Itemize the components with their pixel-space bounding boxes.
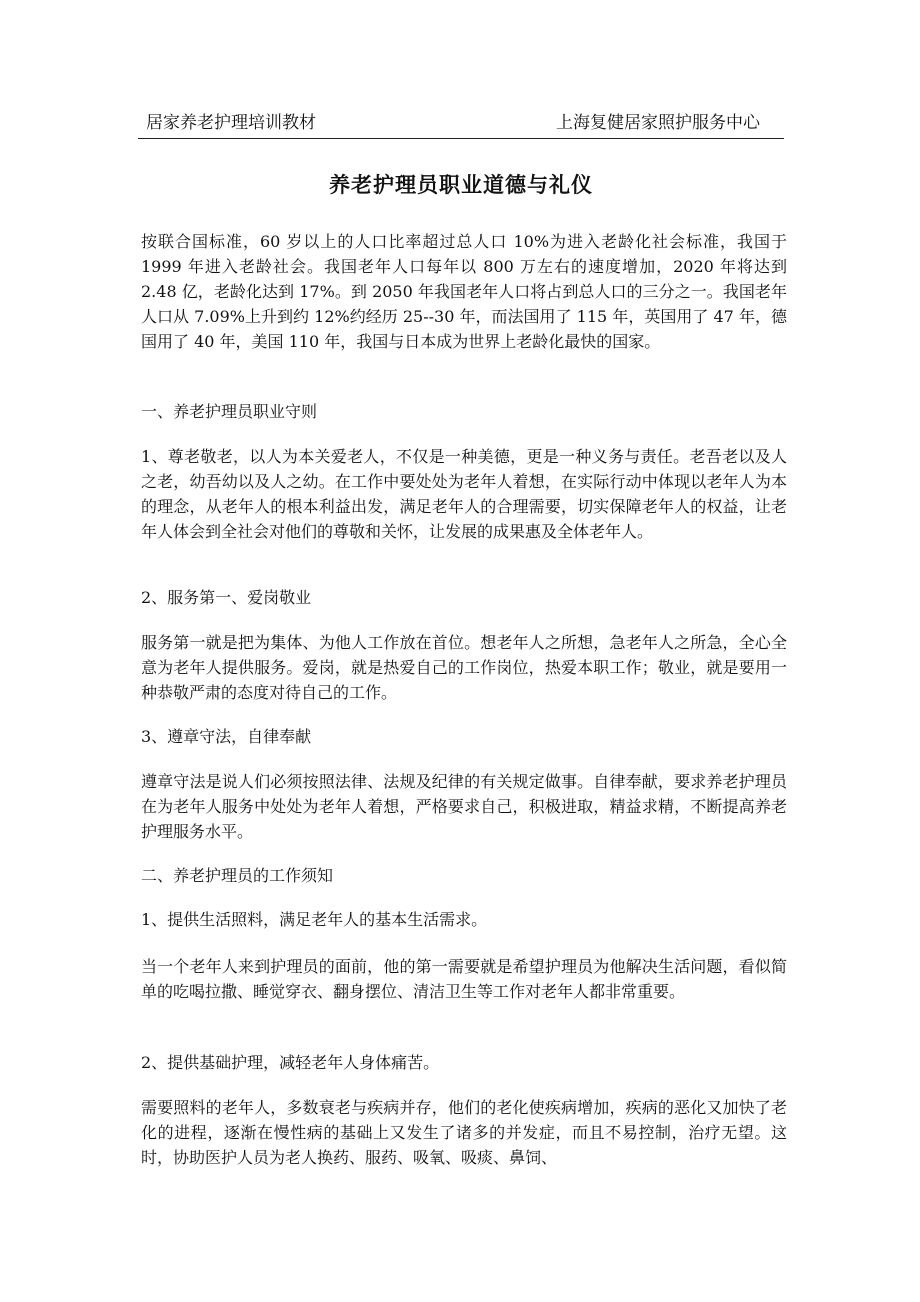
paragraph-law-discipline: 遵章守法是说人们必须按照法律、法规及纪律的有关规定做事。自律奉献，要求养老护理员在为老年人服务中处处为老年人着想，严格要求自己，积极进取，精益求精，不断提高养老护理服务水平。 (141, 772, 787, 841)
document-title: 养老护理员职业道德与礼仪 (329, 173, 593, 197)
paragraph-respect-elderly: 1、尊老敬老，以人为本关爱老人，不仅是一种美德，更是一种义务与责任。老吾老以及人之老，幼吾幼以及人之幼。在工作中要处处为老年人着想，在实际行动中体现以老年人为本的理念，从老年人的根本利益出发，满足老年人的合理需要，切实保障老年人的权益，让老年人体会到全社会对他们的尊敬和关怀，让发展的成果惠及全体老年人。 (141, 447, 787, 541)
page-header (138, 112, 784, 139)
subheading-daily-care: 1、提供生活照料，满足老年人的基本生活需求。 (141, 910, 488, 929)
paragraph-daily-care: 当一个老年人来到护理员的面前，他的第一需要就是希望护理员为他解决生活问题，看似简单的吃喝拉撒、睡觉穿衣、翻身摆位、清洁卫生等工作对老年人都非常重要。 (141, 957, 787, 1001)
paragraph-service-first: 服务第一就是把为集体、为他人工作放在首位。想老年人之所想，急老年人之所急，全心全意为老年人提供服务。爱岗，就是热爱自己的工作岗位，热爱本职工作；敬业，就是要用一种恭敬严肃的态度对待自己的工作。 (141, 633, 787, 702)
section-heading-work-notes: 二、养老护理员的工作须知 (141, 866, 334, 885)
subheading-basic-nursing: 2、提供基础护理，减轻老年人身体痛苦。 (141, 1053, 440, 1072)
subheading-service-first: 2、服务第一、爱岗敬业 (141, 588, 312, 607)
header-organization: 上海复健居家照护服务中心 (556, 113, 760, 133)
header-course-title: 居家养老护理培训教材 (146, 113, 316, 133)
paragraph-basic-nursing: 需要照料的老年人，多数衰老与疾病并存，他们的老化使疾病增加，疾病的恶化又加快了老化的进程，逐渐在慢性病的基础上又发生了诸多的并发症，而且不易控制，治疗无望。这时，协助医护人员为老人换药、服药、吸氧、吸痰、鼻饲、 (141, 1098, 787, 1167)
subheading-law-discipline: 3、遵章守法，自律奉献 (141, 727, 312, 746)
intro-paragraph: 按联合国标准，60 岁以上的人口比率超过总人口 10%为进入老龄化社会标准，我国于 1999 年进入老龄社会。我国老年人口每年以 800 万左右的速度增加，2020 年将达到 2.48 亿，老龄化达到 17%。到 2050 年我国老年人口将占到总人口的三分之一。我国老年人口从 7.09%上升到约 12%约经历 25--30 年，而法国用了 115 年，英国用了 47 年，德国用了 40 年，美国 110 年，我国与日本成为世界上老龄化最快的国家。 (141, 232, 787, 351)
section-heading-code-of-conduct: 一、养老护理员职业守则 (141, 402, 318, 421)
